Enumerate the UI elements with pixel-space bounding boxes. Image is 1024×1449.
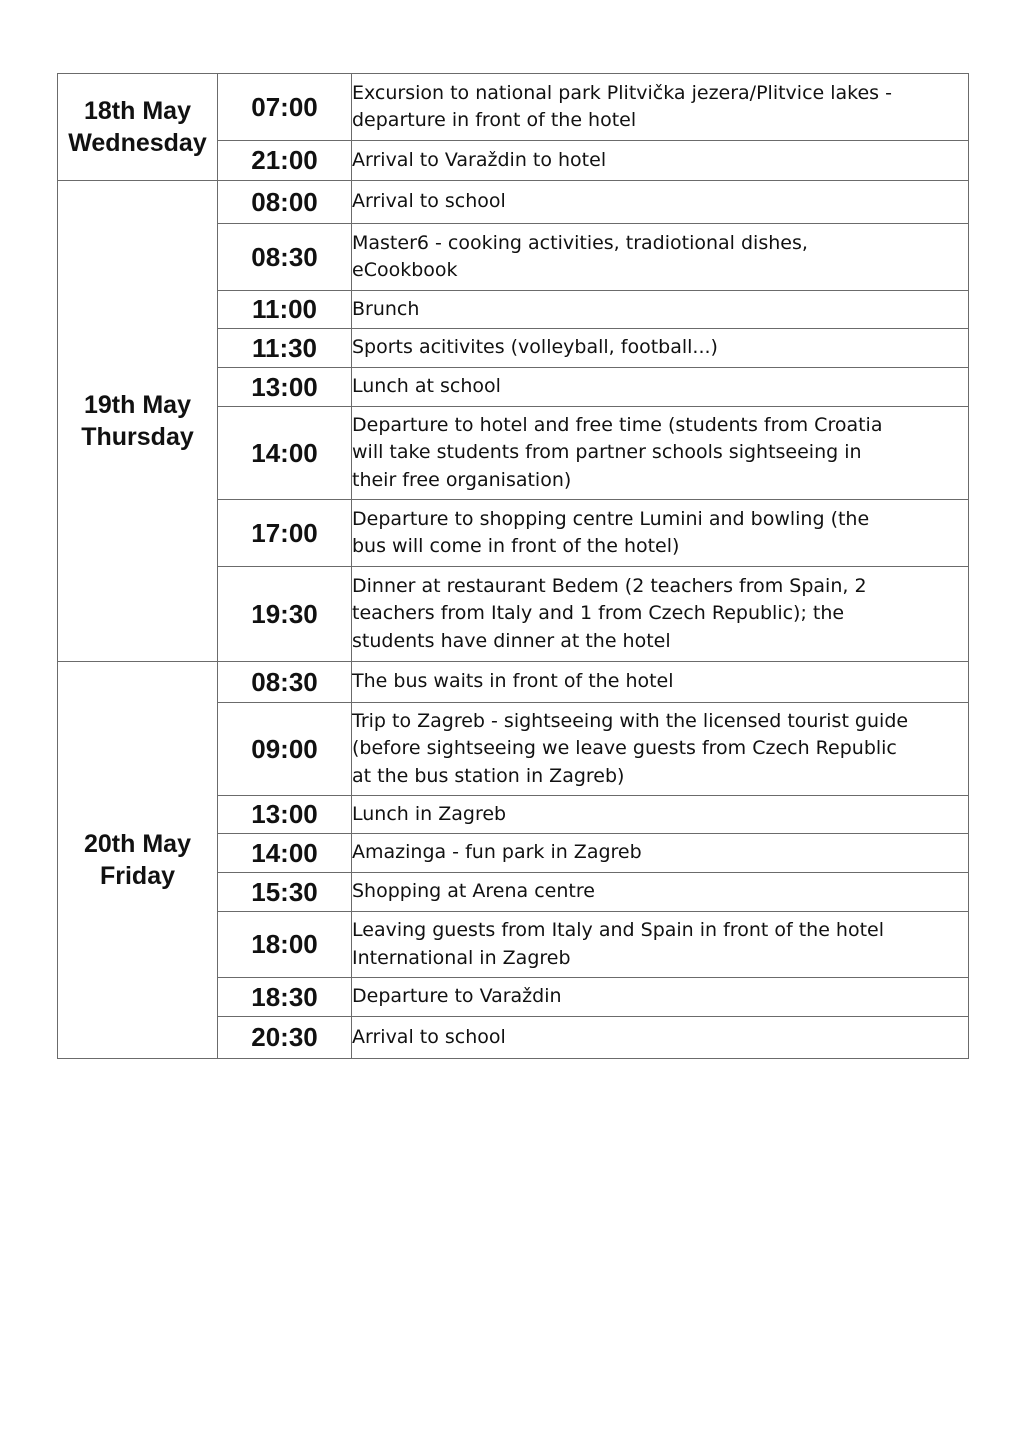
time-cell: 18:00 (218, 912, 352, 978)
time-cell: 08:00 (218, 181, 352, 224)
activity-cell: Excursion to national park Plitvička jezera/Plitvice lakes - departure in front of the hotel (352, 74, 969, 141)
time-cell: 19:30 (218, 567, 352, 662)
time-cell: 17:00 (218, 500, 352, 567)
time-cell: 07:00 (218, 74, 352, 141)
schedule-table (57, 73, 969, 1059)
day-weekday: Thursday (81, 423, 194, 451)
time-cell: 11:00 (218, 291, 352, 329)
activity-cell: Shopping at Arena centre (352, 873, 969, 912)
activity-cell: Master6 - cooking activities, tradiotional dishes, eCookbook (352, 224, 969, 291)
activity-cell: Brunch (352, 291, 969, 329)
activity-cell: Arrival to Varaždin to hotel (352, 141, 969, 181)
day-date: 20th May (84, 830, 191, 858)
time-cell: 21:00 (218, 141, 352, 181)
day-weekday: Friday (99, 862, 176, 890)
activity-cell: Amazinga - fun park in Zagreb (352, 834, 969, 873)
activity-cell: Departure to hotel and free time (students from Croatia will take students from partner schools sightseeing in their free organisation) (352, 407, 969, 500)
activity-cell: Lunch in Zagreb (352, 796, 969, 834)
activity-cell: Leaving guests from Italy and Spain in front of the hotel International in Zagreb (352, 912, 969, 978)
activity-cell: Departure to Varaždin (352, 978, 969, 1017)
time-cell: 14:00 (218, 407, 352, 500)
day-cell (58, 74, 218, 181)
activity-cell: The bus waits in front of the hotel (352, 662, 969, 703)
time-cell: 14:00 (218, 834, 352, 873)
activity-cell: Departure to shopping centre Lumini and bowling (the bus will come in front of the hotel) (352, 500, 969, 567)
time-cell: 18:30 (218, 978, 352, 1017)
activity-cell: Arrival to school (352, 1017, 969, 1059)
day-date: 19th May (84, 391, 191, 419)
activity-cell: Arrival to school (352, 181, 969, 224)
activity-cell: Trip to Zagreb - sightseeing with the licensed tourist guide (before sightseeing we leave guests from Czech Republic at the bus station in Zagreb) (352, 703, 969, 796)
time-cell: 08:30 (218, 662, 352, 703)
day-weekday: Wednesday (68, 129, 207, 157)
time-cell: 09:00 (218, 703, 352, 796)
day-cell (58, 662, 218, 1059)
time-cell: 08:30 (218, 224, 352, 291)
activity-cell: Sports acitivites (volleyball, football...) (352, 329, 969, 368)
schedule-row (58, 662, 969, 703)
schedule-row (58, 181, 969, 224)
time-cell: 13:00 (218, 368, 352, 407)
time-cell: 11:30 (218, 329, 352, 368)
schedule-row (58, 74, 969, 141)
activity-cell: Lunch at school (352, 368, 969, 407)
time-cell: 13:00 (218, 796, 352, 834)
time-cell: 15:30 (218, 873, 352, 912)
day-cell (58, 181, 218, 662)
day-date: 18th May (84, 97, 191, 125)
activity-cell: Dinner at restaurant Bedem (2 teachers from Spain, 2 teachers from Italy and 1 from Czech Republic); the students have dinner at the hotel (352, 567, 969, 662)
time-cell: 20:30 (218, 1017, 352, 1059)
